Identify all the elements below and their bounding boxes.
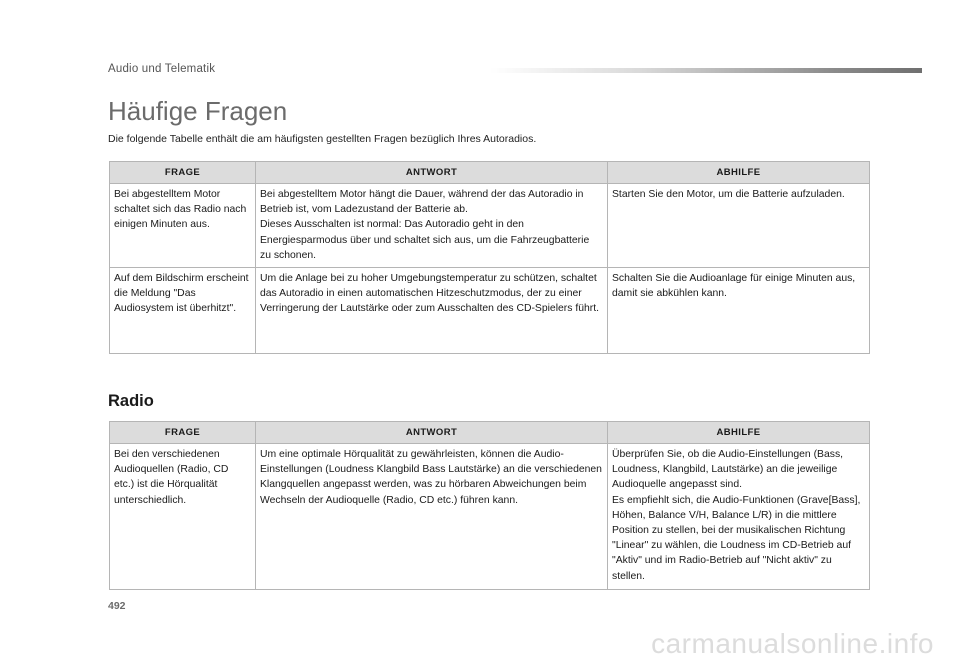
cell-abhilfe: Überprüfen Sie, ob die Audio-Einstellungen (Bass, Loudness, Klangbild, Lautstärke) an die jeweilige Audioquelle angepasst sind. Es empfiehlt sich, die Audio-Funktionen (Grave[Bass], Höhen, Balance V/H, Balance L/R) in die mittlere Position zu stellen, bei der musikalischen Richtung "Linear" zu wählen, die Loudness im CD-Betrieb auf "Aktiv" und im Radio-Betrieb auf "Nicht aktiv" zu stellen. [608,444,870,590]
header-abhilfe: ABHILFE [608,162,870,184]
faq-table-general [109,161,870,354]
table-row [110,444,870,590]
header-antwort: ANTWORT [256,422,608,444]
cell-antwort: Bei abgestelltem Motor hängt die Dauer, während der das Autoradio in Betrieb ist, vom Ladezustand der Batterie ab. Dieses Ausschalten ist normal: Das Autoradio geht in den Energiesparmodus über und schaltet sich aus, um die Fahrzeugbatterie zu schonen. [256,184,608,268]
table-header-row [110,162,870,184]
header-frage: FRAGE [110,422,256,444]
page-number: 492 [108,600,126,612]
cell-frage: Bei den verschiedenen Audioquellen (Radio, CD etc.) ist die Hörqualität unterschiedlich. [110,444,256,590]
cell-abhilfe: Schalten Sie die Audioanlage für einige Minuten aus, damit sie abkühlen kann. [608,268,870,354]
table-row [110,268,870,354]
section-header: Audio und Telematik [108,63,216,75]
header-abhilfe: ABHILFE [608,422,870,444]
radio-section-title: Radio [108,392,154,410]
watermark: carmanualsonline.info [651,628,934,659]
table-row [110,184,870,268]
cell-frage: Auf dem Bildschirm erscheint die Meldung "Das Audiosystem ist überhitzt". [110,268,256,354]
cell-antwort: Um eine optimale Hörqualität zu gewährleisten, können die Audio-Einstellungen (Loudness Klangbild Bass Lautstärke) an die verschiedenen Klangquellen angepasst werden, was zu hörbaren Abweichungen beim Wechseln der Audioquelle (Radio, CD etc.) führen kann. [256,444,608,590]
faq-table-radio [109,421,870,590]
cell-antwort: Um die Anlage bei zu hoher Umgebungstemperatur zu schützen, schaltet das Autoradio in einen automatischen Hitzeschutzmodus, der zu einer Verringerung der Lautstärke oder zum Ausschalten des CD-Spielers führt. [256,268,608,354]
cell-abhilfe: Starten Sie den Motor, um die Batterie aufzuladen. [608,184,870,268]
header-antwort: ANTWORT [256,162,608,184]
page-title: Häufige Fragen [108,96,288,126]
header-gradient-rule [490,68,922,73]
intro-text: Die folgende Tabelle enthält die am häufigsten gestellten Fragen bezüglich Ihres Autoradios. [108,133,537,145]
table-header-row [110,422,870,444]
header-frage: FRAGE [110,162,256,184]
cell-frage: Bei abgestelltem Motor schaltet sich das Radio nach einigen Minuten aus. [110,184,256,268]
